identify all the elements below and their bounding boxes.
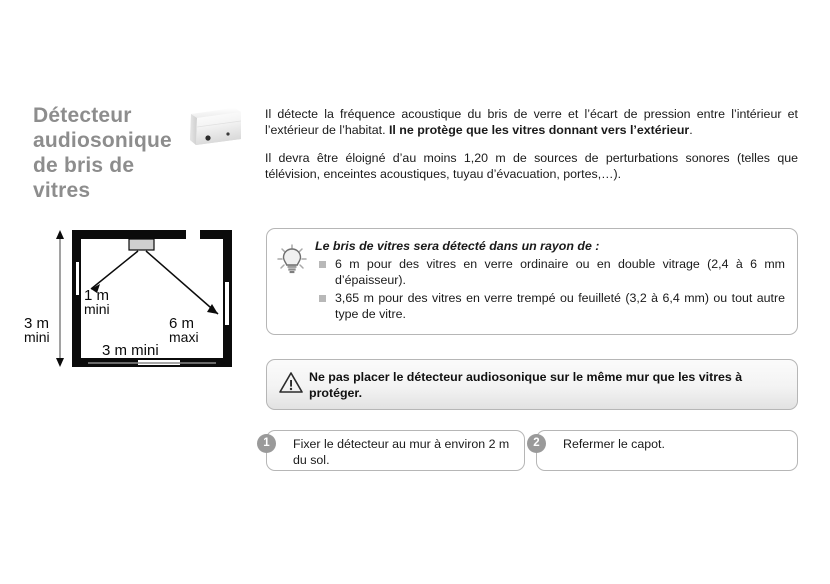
info-panel-body xyxy=(315,238,785,324)
lightbulb-icon xyxy=(277,238,315,324)
product-photo xyxy=(184,103,246,149)
step-1-inner xyxy=(263,431,524,470)
label-1m: 1 m xyxy=(84,287,110,304)
detector-photo-graphic xyxy=(184,103,246,149)
step-panel-1 xyxy=(263,430,525,471)
label-6m-sub: maxi xyxy=(169,329,199,345)
info-panel xyxy=(266,228,798,335)
warning-panel-inner xyxy=(267,360,797,407)
warning-triangle-icon xyxy=(278,369,309,400)
square-bullet-icon xyxy=(319,261,326,268)
step-2-number-badge: 2 xyxy=(527,434,546,453)
intro-paragraph-1-tail: . xyxy=(689,123,693,137)
warning-triangle-icon-graphic xyxy=(278,371,304,395)
coverage-rays xyxy=(91,251,218,314)
intro-text-block xyxy=(265,106,798,194)
intro-paragraph-1-lead: Il détecte la fréquence acoustique du bris de verre et l’écart de pression entre l’intérieur et l’extérieur de l’habitat. xyxy=(265,107,798,137)
info-bullet-item xyxy=(315,290,785,322)
room-diagram-graphic xyxy=(22,222,247,384)
diagram-labels xyxy=(24,287,199,359)
page-title: Détecteur audiosonique de bris de vitres xyxy=(33,104,172,202)
label-height-sub: mini xyxy=(24,329,50,345)
lightbulb-icon-graphic xyxy=(277,244,307,276)
step-1-number-badge: 1 xyxy=(257,434,276,453)
intro-paragraph-1 xyxy=(265,106,798,138)
step-2-text: Refermer le capot. xyxy=(563,437,665,451)
info-bullet-text: 6 m pour des vitres en verre ordinaire ou en double vitrage (2,4 à 6 mm d’épaisseur). xyxy=(335,257,785,287)
room-coverage-diagram xyxy=(22,222,247,384)
diagram-detector-unit xyxy=(129,239,154,250)
label-1m-sub: mini xyxy=(84,301,110,317)
label-height: 3 m xyxy=(24,315,50,332)
info-panel-lead: Le bris de vitres sera détecté dans un rayon de : xyxy=(315,239,600,253)
info-panel-inner xyxy=(267,229,797,330)
step-2-inner xyxy=(533,431,797,470)
intro-paragraph-1-emphasis: Il ne protège que les vitres donnant vers l’extérieur xyxy=(388,123,690,137)
square-bullet-icon xyxy=(319,295,326,302)
intro-paragraph-2: Il devra être éloigné d’au moins 1,20 m de sources de perturbations sonores (telles que télévision, enceintes acoustiques, tuyau d’évacuation, portes,…). xyxy=(265,151,798,181)
step-panel-2 xyxy=(533,430,798,471)
warning-panel xyxy=(266,359,798,410)
info-bullet-text: 3,65 m pour des vitres en verre trempé ou feuilleté (3,2 à 6,4 mm) ou tout autre type de vitre. xyxy=(335,291,785,321)
label-6m: 6 m xyxy=(169,315,195,332)
label-width: 3 m mini xyxy=(102,342,159,359)
warning-text: Ne pas placer le détecteur audiosonique sur le même mur que les vitres à protéger. xyxy=(309,370,743,400)
info-bullet-item xyxy=(315,256,785,288)
step-1-text: Fixer le détecteur au mur à environ 2 m du sol. xyxy=(293,437,510,467)
